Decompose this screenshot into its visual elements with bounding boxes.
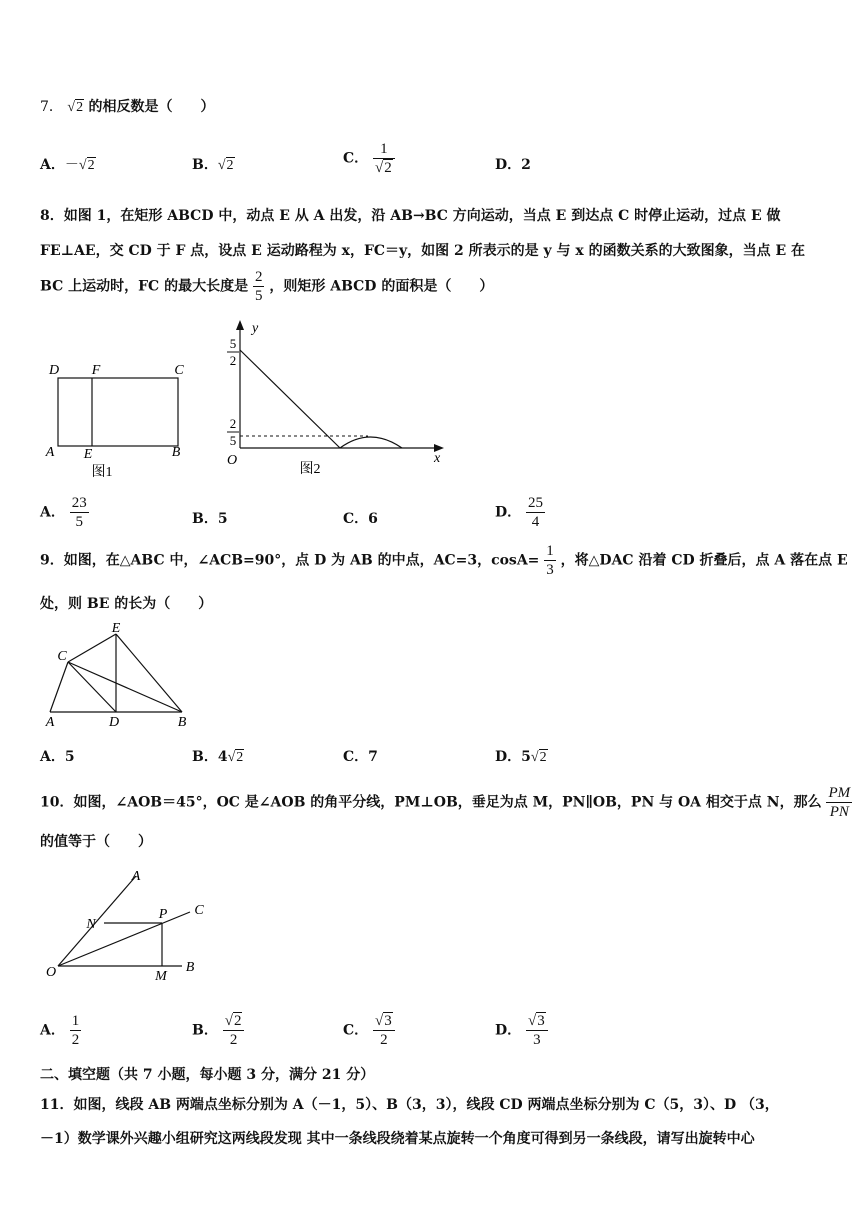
q7-stem [40, 96, 215, 116]
q10-label-b: B [185, 960, 195, 975]
fig1-label-e: E [83, 447, 93, 462]
q7-text: 的相反数是（ ） [88, 99, 215, 115]
q9-option-d[interactable]: D．5√2 [495, 749, 547, 765]
q8-line1: 8．如图 1，在矩形 ABCD 中，动点 E 从 A 出发，沿 AB→BC 方向运动，当点 E 到达点 C 时停止运动，过点 E 做 [40, 208, 781, 224]
q8-line2: FE⊥AE，交 CD 于 F 点，设点 E 运动路程为 x，FC＝y，如图 2 所表示的是 y 与 x 的函数关系的大致图象，当点 E 在 [40, 243, 806, 259]
q9-option-c[interactable]: C．7 [343, 749, 378, 765]
q9-label-d: D [108, 715, 120, 730]
fig1-label-a: A [45, 445, 55, 460]
q9-option-b[interactable]: B．4√2 [192, 749, 244, 765]
q10-label-m: M [155, 969, 167, 984]
q10-label-p: P [158, 907, 168, 922]
q8-option-a[interactable]: A． $\frac{23}{5}$ [40, 495, 87, 530]
q7-option-d[interactable]: D．2 [495, 157, 531, 173]
fig1-caption: 图1 [91, 465, 113, 480]
q8-option-d[interactable]: D． $\frac{25}{4}$ [495, 495, 544, 530]
q8-line3: BC 上运动时，FC 的最大长度是 $\frac{2}{5}$ ，则矩形 ABCD 的面积是（ ） [40, 269, 494, 304]
q9-figure [40, 620, 200, 730]
q7-option-b[interactable]: B．√2 [192, 157, 234, 173]
q11-line2: －1）数学课外兴趣小组研究这两线段发现 其中一条线段绕着某点旋转一个角度可得到另一条线段，请写出旋转中心 [40, 1131, 755, 1147]
q10-option-d[interactable]: D． $\frac{√3}{3}$ [495, 1012, 548, 1049]
q7-number: 7． [40, 99, 63, 115]
fig2-label-o: O [227, 453, 238, 468]
q9-line2: 处，则 BE 的长为（ ） [40, 596, 213, 612]
q7-sqrt: √2 [67, 100, 84, 115]
q9-label-b: B [177, 715, 187, 730]
q10-option-a[interactable]: A． $\frac{1}{2}$ [40, 1013, 80, 1048]
fig2-caption: 图2 [299, 462, 321, 477]
fig2-tick2-den: 5 [229, 433, 237, 448]
q11-line1: 11．如图，线段 AB 两端点坐标分别为 A（－1，5）、B（3，3），线段 CD 两端点坐标分别为 C（5，3）、D （3， [40, 1097, 779, 1113]
q9-label-c: C [57, 649, 67, 664]
q10-figure [40, 866, 220, 986]
q9-label-e: E [111, 621, 121, 636]
q10-option-b[interactable]: B． $\frac{√2}{2}$ [192, 1012, 244, 1049]
q10-line1: 10．如图，∠AOB＝45°，OC 是∠AOB 的角平分线，PM⊥OB，垂足为点 M，PN∥OB，PN 与 OA 相交于点 N，那么 $\frac{PM}{PN}$ [40, 785, 851, 820]
q8-figure2 [218, 318, 448, 483]
fig2-tick1-num: 5 [229, 336, 237, 351]
fig1-label-d: D [48, 363, 60, 378]
fig2-label-y: y [252, 321, 259, 336]
fig2-label-x: x [434, 451, 441, 466]
q10-option-c[interactable]: C． $\frac{√3}{2}$ [343, 1012, 395, 1049]
q8-option-b[interactable]: B．5 [192, 511, 228, 527]
fig1-label-f: F [91, 363, 101, 378]
fig1-label-c: C [174, 363, 184, 378]
q8-figure1 [40, 358, 200, 483]
q7-option-a[interactable]: A．－√2 [40, 157, 95, 173]
q9-option-a[interactable]: A．5 [40, 749, 75, 765]
fig2-tick2-num: 2 [229, 416, 237, 431]
q9-line1: 9．如图，在△ABC 中，∠ACB=90°，点 D 为 AB 的中点，AC=3，cosA= $\frac{1}{3}$ ，将△DAC 沿着 CD 折叠后，点 A 落在点 E [40, 543, 848, 578]
q10-label-o: O [45, 965, 57, 980]
q10-line2: 的值等于（ ） [40, 834, 152, 850]
q10-label-n: N [86, 917, 96, 932]
q9-label-a: A [45, 715, 55, 730]
q7-option-c[interactable]: C． $\frac{1}{√2}$ [343, 140, 395, 177]
fig1-label-b: B [171, 445, 181, 460]
q10-label-a: A [131, 869, 141, 884]
section2-heading: 二、填空题（共 7 小题，每小题 3 分，满分 21 分） [40, 1067, 375, 1083]
q10-label-c: C [194, 903, 204, 918]
fig2-tick1-den: 2 [229, 353, 237, 368]
q8-option-c[interactable]: C．6 [343, 511, 378, 527]
